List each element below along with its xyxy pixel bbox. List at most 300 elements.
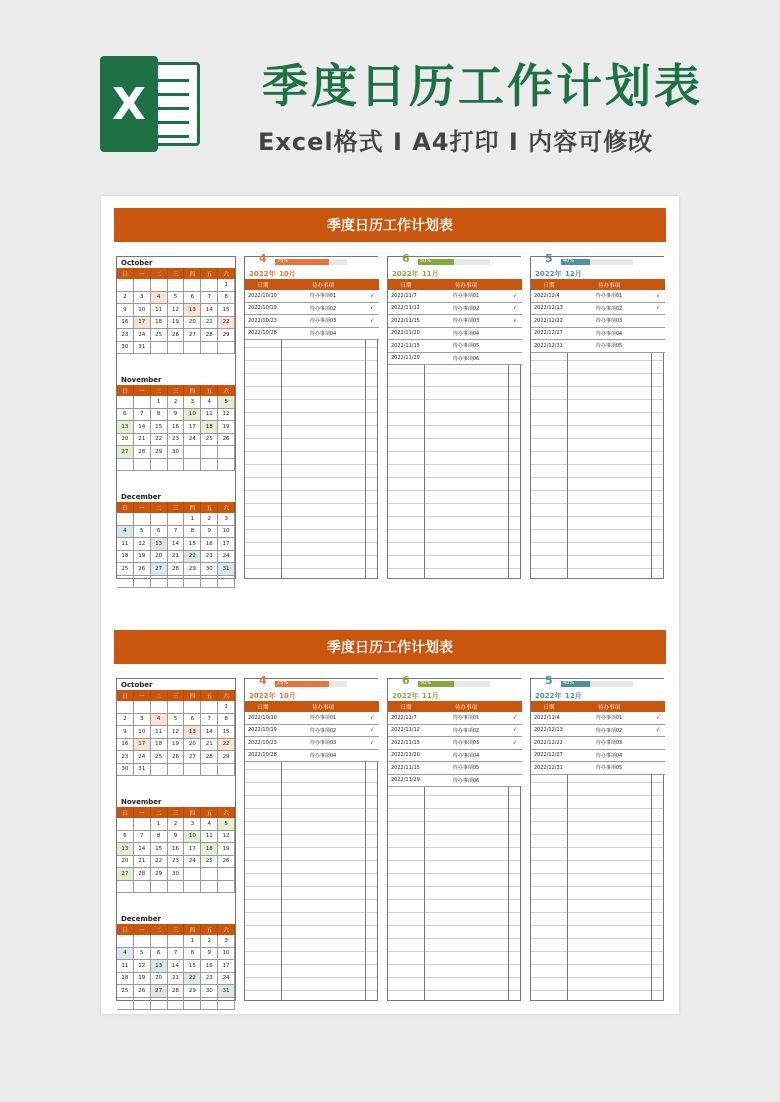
day-cell[interactable]: 7 [134, 831, 151, 844]
day-cell[interactable]: 2 [201, 935, 218, 948]
day-cell[interactable]: 13 [184, 726, 201, 739]
day-cell[interactable]: 19 [168, 739, 185, 752]
task-date: 2022/10/10 [248, 714, 277, 721]
day-cell[interactable]: 27 [151, 563, 168, 576]
count-number: 6 [402, 674, 410, 687]
day-cell[interactable] [168, 279, 185, 292]
day-cell[interactable]: 15 [218, 304, 235, 317]
day-cell[interactable] [168, 764, 185, 777]
day-cell[interactable]: 24 [218, 551, 235, 564]
day-cell[interactable]: 15 [184, 960, 201, 973]
day-cell[interactable]: 28 [168, 563, 185, 576]
day-cell[interactable] [151, 513, 168, 526]
day-cell[interactable]: 26 [168, 329, 185, 342]
day-cell[interactable] [117, 396, 134, 409]
task-check: √ [370, 292, 374, 299]
day-cell[interactable]: 18 [151, 739, 168, 752]
day-cell[interactable]: 21 [134, 434, 151, 447]
day-cell[interactable]: 25 [151, 751, 168, 764]
day-cell[interactable]: 26 [218, 856, 235, 869]
day-cell[interactable] [151, 459, 168, 472]
day-cell[interactable] [134, 701, 151, 714]
day-cell[interactable]: 7 [168, 526, 185, 539]
day-cell[interactable] [117, 576, 134, 589]
col-date-header: 日期 [543, 704, 555, 711]
day-cell[interactable]: 15 [151, 421, 168, 434]
table-row[interactable] [245, 712, 379, 725]
day-cell[interactable] [168, 881, 185, 894]
day-cell[interactable]: 3 [218, 935, 235, 948]
day-cell[interactable]: 13 [151, 538, 168, 551]
day-cell[interactable]: 28 [134, 868, 151, 881]
day-cell[interactable]: 5 [168, 714, 185, 727]
mini-calendar [116, 678, 236, 1001]
day-cell[interactable]: 11 [201, 831, 218, 844]
day-cell[interactable] [168, 701, 185, 714]
day-cell[interactable]: 15 [218, 726, 235, 739]
day-cell[interactable] [134, 818, 151, 831]
day-cell[interactable]: 31 [134, 764, 151, 777]
day-cell[interactable]: 10 [218, 948, 235, 961]
day-cell[interactable]: 14 [168, 960, 185, 973]
day-cell[interactable]: 12 [168, 304, 185, 317]
day-cell[interactable] [201, 459, 218, 472]
day-cell[interactable]: 9 [168, 831, 185, 844]
day-cell[interactable]: 26 [218, 434, 235, 447]
table-row[interactable] [531, 737, 665, 750]
day-cell[interactable]: 22 [151, 856, 168, 869]
day-cell[interactable]: 12 [218, 409, 235, 422]
day-cell[interactable]: 2 [201, 513, 218, 526]
day-cell[interactable]: 6 [184, 714, 201, 727]
table-row[interactable] [388, 762, 522, 775]
day-cell[interactable]: 22 [184, 551, 201, 564]
day-cell[interactable] [184, 998, 201, 1011]
day-cell[interactable]: 29 [184, 563, 201, 576]
day-cell[interactable]: 1 [151, 396, 168, 409]
day-cell[interactable] [117, 279, 134, 292]
day-cell[interactable]: 2 [117, 292, 134, 305]
day-cell[interactable]: 21 [168, 551, 185, 564]
day-cell[interactable] [168, 576, 185, 589]
day-cell[interactable]: 28 [201, 329, 218, 342]
task-check: √ [513, 305, 517, 312]
day-cell[interactable]: 23 [117, 751, 134, 764]
day-cell[interactable]: 20 [151, 973, 168, 986]
day-cell[interactable] [117, 818, 134, 831]
day-cell[interactable] [184, 764, 201, 777]
day-cell[interactable] [218, 881, 235, 894]
day-cell[interactable]: 27 [151, 985, 168, 998]
day-cell[interactable]: 24 [184, 434, 201, 447]
day-cell[interactable]: 1 [184, 513, 201, 526]
day-cell[interactable]: 25 [117, 563, 134, 576]
day-cell[interactable]: 1 [184, 935, 201, 948]
table-row[interactable] [388, 328, 522, 341]
day-cell[interactable]: 17 [218, 960, 235, 973]
table-row[interactable] [245, 290, 379, 303]
day-cell[interactable]: 16 [201, 538, 218, 551]
day-cell[interactable]: 13 [117, 843, 134, 856]
day-cell[interactable]: 4 [151, 292, 168, 305]
day-cell[interactable]: 2 [117, 714, 134, 727]
day-cell[interactable]: 1 [218, 279, 235, 292]
day-cell[interactable]: 4 [151, 714, 168, 727]
day-cell[interactable]: 6 [117, 409, 134, 422]
day-cell[interactable]: 17 [218, 538, 235, 551]
day-cell[interactable]: 16 [117, 739, 134, 752]
day-cell[interactable]: 28 [134, 446, 151, 459]
table-row[interactable] [388, 303, 522, 316]
day-cell[interactable] [168, 459, 185, 472]
table-row[interactable] [245, 303, 379, 316]
day-cell[interactable]: 5 [218, 396, 235, 409]
day-cell[interactable]: 9 [201, 948, 218, 961]
day-cell[interactable]: 6 [184, 292, 201, 305]
table-row[interactable] [388, 725, 522, 738]
day-cell[interactable] [184, 881, 201, 894]
day-cell[interactable]: 21 [201, 317, 218, 330]
table-row[interactable] [388, 775, 522, 788]
day-cell[interactable] [201, 881, 218, 894]
day-cell[interactable] [134, 279, 151, 292]
table-row[interactable] [388, 353, 522, 366]
day-cell[interactable]: 12 [218, 831, 235, 844]
day-cell[interactable]: 30 [117, 342, 134, 355]
day-cell[interactable]: 27 [184, 751, 201, 764]
day-cell[interactable] [201, 576, 218, 589]
table-row[interactable] [388, 340, 522, 353]
day-cell[interactable] [218, 459, 235, 472]
day-cell[interactable]: 23 [201, 973, 218, 986]
day-cell[interactable]: 10 [184, 831, 201, 844]
day-cell[interactable] [184, 459, 201, 472]
day-cell[interactable]: 29 [151, 868, 168, 881]
day-cell[interactable] [117, 459, 134, 472]
day-cell[interactable]: 4 [201, 818, 218, 831]
day-cell[interactable]: 14 [134, 843, 151, 856]
day-cell[interactable]: 3 [184, 396, 201, 409]
day-cell[interactable]: 30 [117, 764, 134, 777]
day-cell[interactable] [134, 935, 151, 948]
day-cell[interactable]: 20 [151, 551, 168, 564]
day-cell[interactable] [184, 279, 201, 292]
day-cell[interactable] [134, 459, 151, 472]
day-cell[interactable]: 17 [134, 739, 151, 752]
day-cell[interactable]: 13 [117, 421, 134, 434]
day-cell[interactable] [117, 935, 134, 948]
day-cell[interactable] [201, 279, 218, 292]
table-row[interactable] [245, 737, 379, 750]
day-cell[interactable]: 11 [117, 538, 134, 551]
day-cell[interactable]: 16 [168, 421, 185, 434]
table-row[interactable] [531, 750, 665, 763]
day-cell[interactable] [218, 998, 235, 1011]
day-cell[interactable]: 8 [184, 526, 201, 539]
table-row[interactable] [388, 737, 522, 750]
task-name: 待办事项05 [452, 765, 480, 772]
day-cell[interactable]: 14 [134, 421, 151, 434]
day-cell[interactable]: 10 [134, 304, 151, 317]
day-cell[interactable]: 28 [168, 985, 185, 998]
day-cell[interactable] [134, 998, 151, 1011]
day-cell[interactable] [151, 881, 168, 894]
day-cell[interactable]: 29 [184, 985, 201, 998]
day-cell[interactable]: 29 [218, 329, 235, 342]
day-cell[interactable] [201, 764, 218, 777]
day-cell[interactable]: 8 [184, 948, 201, 961]
day-cell[interactable]: 20 [184, 317, 201, 330]
table-row[interactable] [531, 712, 665, 725]
table-row[interactable] [388, 750, 522, 763]
table-row[interactable] [245, 328, 379, 341]
day-cell[interactable] [218, 342, 235, 355]
day-cell[interactable] [168, 998, 185, 1011]
table-row[interactable] [531, 340, 665, 353]
day-cell[interactable]: 25 [201, 856, 218, 869]
day-cell[interactable]: 14 [201, 304, 218, 317]
day-cell[interactable]: 21 [168, 973, 185, 986]
progress-bar [418, 259, 490, 265]
table-row[interactable] [531, 315, 665, 328]
day-cell[interactable]: 22 [218, 739, 235, 752]
day-cell[interactable]: 26 [134, 563, 151, 576]
day-cell[interactable]: 17 [184, 843, 201, 856]
day-cell[interactable]: 17 [184, 421, 201, 434]
day-cell[interactable] [184, 868, 201, 881]
day-cell[interactable]: 23 [168, 856, 185, 869]
day-cell[interactable]: 27 [184, 329, 201, 342]
day-cell[interactable]: 4 [117, 948, 134, 961]
table-row[interactable] [531, 290, 665, 303]
day-cell[interactable]: 16 [168, 843, 185, 856]
weekday-cell: 四 [184, 690, 201, 701]
day-cell[interactable]: 23 [168, 434, 185, 447]
day-cell[interactable]: 7 [201, 714, 218, 727]
day-cell[interactable] [117, 513, 134, 526]
day-cell[interactable]: 5 [168, 292, 185, 305]
day-cell[interactable]: 8 [218, 714, 235, 727]
day-cell[interactable]: 18 [117, 973, 134, 986]
day-cell[interactable] [218, 868, 235, 881]
day-cell[interactable]: 18 [201, 421, 218, 434]
day-cell[interactable]: 12 [168, 726, 185, 739]
day-cell[interactable]: 16 [201, 960, 218, 973]
day-cell[interactable]: 30 [168, 868, 185, 881]
table-row[interactable] [388, 290, 522, 303]
day-cell[interactable]: 9 [117, 726, 134, 739]
day-cell[interactable]: 26 [134, 985, 151, 998]
day-cell[interactable]: 25 [151, 329, 168, 342]
day-cell[interactable]: 14 [201, 726, 218, 739]
day-cell[interactable]: 18 [117, 551, 134, 564]
day-cell[interactable]: 5 [218, 818, 235, 831]
day-cell[interactable]: 3 [134, 714, 151, 727]
day-cell[interactable] [151, 279, 168, 292]
day-cell[interactable]: 31 [218, 985, 235, 998]
day-cell[interactable] [168, 342, 185, 355]
day-cell[interactable]: 26 [168, 751, 185, 764]
day-cell[interactable]: 11 [151, 726, 168, 739]
day-cell[interactable]: 21 [201, 739, 218, 752]
day-cell[interactable]: 30 [201, 563, 218, 576]
day-cell[interactable]: 19 [218, 843, 235, 856]
day-cell[interactable] [218, 576, 235, 589]
day-cell[interactable]: 20 [184, 739, 201, 752]
day-cell[interactable]: 23 [117, 329, 134, 342]
day-cell[interactable]: 19 [168, 317, 185, 330]
day-cell[interactable] [218, 446, 235, 459]
day-cell[interactable] [184, 701, 201, 714]
day-cell[interactable] [168, 513, 185, 526]
day-cell[interactable]: 19 [134, 551, 151, 564]
day-cell[interactable] [117, 701, 134, 714]
table-row[interactable] [531, 328, 665, 341]
day-cell[interactable]: 27 [117, 868, 134, 881]
day-cell[interactable]: 10 [218, 526, 235, 539]
day-cell[interactable]: 24 [134, 751, 151, 764]
day-cell[interactable]: 19 [218, 421, 235, 434]
table-row[interactable] [388, 315, 522, 328]
day-cell[interactable] [184, 446, 201, 459]
day-cell[interactable]: 18 [151, 317, 168, 330]
day-cell[interactable]: 11 [151, 304, 168, 317]
day-cell[interactable]: 4 [201, 396, 218, 409]
table-row[interactable] [531, 303, 665, 316]
day-cell[interactable]: 8 [218, 292, 235, 305]
day-cell[interactable] [151, 701, 168, 714]
day-cell[interactable] [168, 935, 185, 948]
day-cell[interactable]: 31 [134, 342, 151, 355]
day-cell[interactable]: 17 [134, 317, 151, 330]
day-cell[interactable] [134, 576, 151, 589]
day-cell[interactable]: 3 [134, 292, 151, 305]
day-cell[interactable] [184, 576, 201, 589]
table-row[interactable] [531, 725, 665, 738]
day-cell[interactable] [201, 701, 218, 714]
day-cell[interactable]: 27 [117, 446, 134, 459]
task-check [651, 328, 665, 340]
day-cell[interactable]: 24 [134, 329, 151, 342]
day-cell[interactable]: 9 [117, 304, 134, 317]
day-cell[interactable]: 15 [151, 843, 168, 856]
day-cell[interactable]: 6 [117, 831, 134, 844]
table-row[interactable] [245, 725, 379, 738]
table-row[interactable] [245, 315, 379, 328]
day-cell[interactable] [151, 342, 168, 355]
day-cell[interactable]: 31 [218, 563, 235, 576]
day-cell[interactable]: 3 [218, 513, 235, 526]
day-cell[interactable]: 5 [134, 948, 151, 961]
day-cell[interactable]: 1 [218, 701, 235, 714]
day-cell[interactable] [184, 342, 201, 355]
day-cell[interactable] [151, 998, 168, 1011]
day-cell[interactable]: 9 [168, 409, 185, 422]
day-cell[interactable]: 3 [184, 818, 201, 831]
day-cell[interactable]: 22 [218, 317, 235, 330]
day-cell[interactable]: 10 [184, 409, 201, 422]
day-cell[interactable]: 2 [168, 818, 185, 831]
day-cell[interactable]: 30 [168, 446, 185, 459]
day-cell[interactable]: 28 [201, 751, 218, 764]
task-check [365, 328, 379, 340]
day-cell[interactable] [201, 342, 218, 355]
day-cell[interactable]: 15 [184, 538, 201, 551]
day-cell[interactable]: 22 [151, 434, 168, 447]
task-check: √ [656, 714, 660, 721]
day-cell[interactable]: 24 [218, 973, 235, 986]
day-cell[interactable] [134, 396, 151, 409]
day-cell[interactable]: 21 [134, 856, 151, 869]
day-cell[interactable]: 7 [168, 948, 185, 961]
day-cell[interactable]: 18 [201, 843, 218, 856]
day-cell[interactable]: 29 [151, 446, 168, 459]
task-check: √ [513, 739, 517, 746]
day-cell[interactable]: 8 [151, 831, 168, 844]
todo-panel-12月 [530, 252, 664, 579]
day-cell[interactable]: 25 [201, 434, 218, 447]
day-cell[interactable]: 25 [117, 985, 134, 998]
day-cell[interactable]: 20 [117, 856, 134, 869]
day-cell[interactable]: 13 [151, 960, 168, 973]
day-cell[interactable]: 23 [201, 551, 218, 564]
day-cell[interactable]: 11 [117, 960, 134, 973]
day-cell[interactable]: 12 [134, 960, 151, 973]
day-cell[interactable]: 29 [218, 751, 235, 764]
day-cell[interactable]: 16 [117, 317, 134, 330]
day-cell[interactable]: 7 [134, 409, 151, 422]
day-cell[interactable]: 14 [168, 538, 185, 551]
day-cell[interactable]: 20 [117, 434, 134, 447]
day-cell[interactable]: 6 [151, 526, 168, 539]
day-cell[interactable] [151, 935, 168, 948]
day-cell[interactable] [151, 576, 168, 589]
day-cell[interactable]: 8 [151, 409, 168, 422]
day-cell[interactable]: 13 [184, 304, 201, 317]
day-cell[interactable] [117, 881, 134, 894]
table-header [531, 701, 665, 712]
day-cell[interactable]: 5 [134, 526, 151, 539]
day-cell[interactable]: 4 [117, 526, 134, 539]
day-cell[interactable] [201, 998, 218, 1011]
day-cell[interactable]: 24 [184, 856, 201, 869]
day-cell[interactable] [134, 513, 151, 526]
day-cell[interactable]: 19 [134, 973, 151, 986]
day-cell[interactable] [134, 881, 151, 894]
day-cell[interactable]: 10 [134, 726, 151, 739]
todo-panel-11月 [387, 674, 521, 1001]
table-row[interactable] [531, 762, 665, 775]
day-cell[interactable]: 2 [168, 396, 185, 409]
table-row[interactable] [245, 750, 379, 763]
day-cell[interactable] [201, 868, 218, 881]
weekday-cell: 六 [218, 502, 235, 513]
day-cell[interactable]: 9 [201, 526, 218, 539]
day-cell[interactable] [201, 446, 218, 459]
day-cell[interactable]: 6 [151, 948, 168, 961]
day-cell[interactable]: 22 [184, 973, 201, 986]
day-cell[interactable]: 11 [201, 409, 218, 422]
task-date: 2022/10/23 [248, 317, 277, 324]
table-row[interactable] [388, 712, 522, 725]
day-cell[interactable]: 7 [201, 292, 218, 305]
day-cell[interactable] [218, 764, 235, 777]
day-cell[interactable] [117, 998, 134, 1011]
day-cell[interactable]: 12 [134, 538, 151, 551]
day-cell[interactable] [151, 764, 168, 777]
day-cell[interactable]: 30 [201, 985, 218, 998]
day-cell[interactable]: 1 [151, 818, 168, 831]
